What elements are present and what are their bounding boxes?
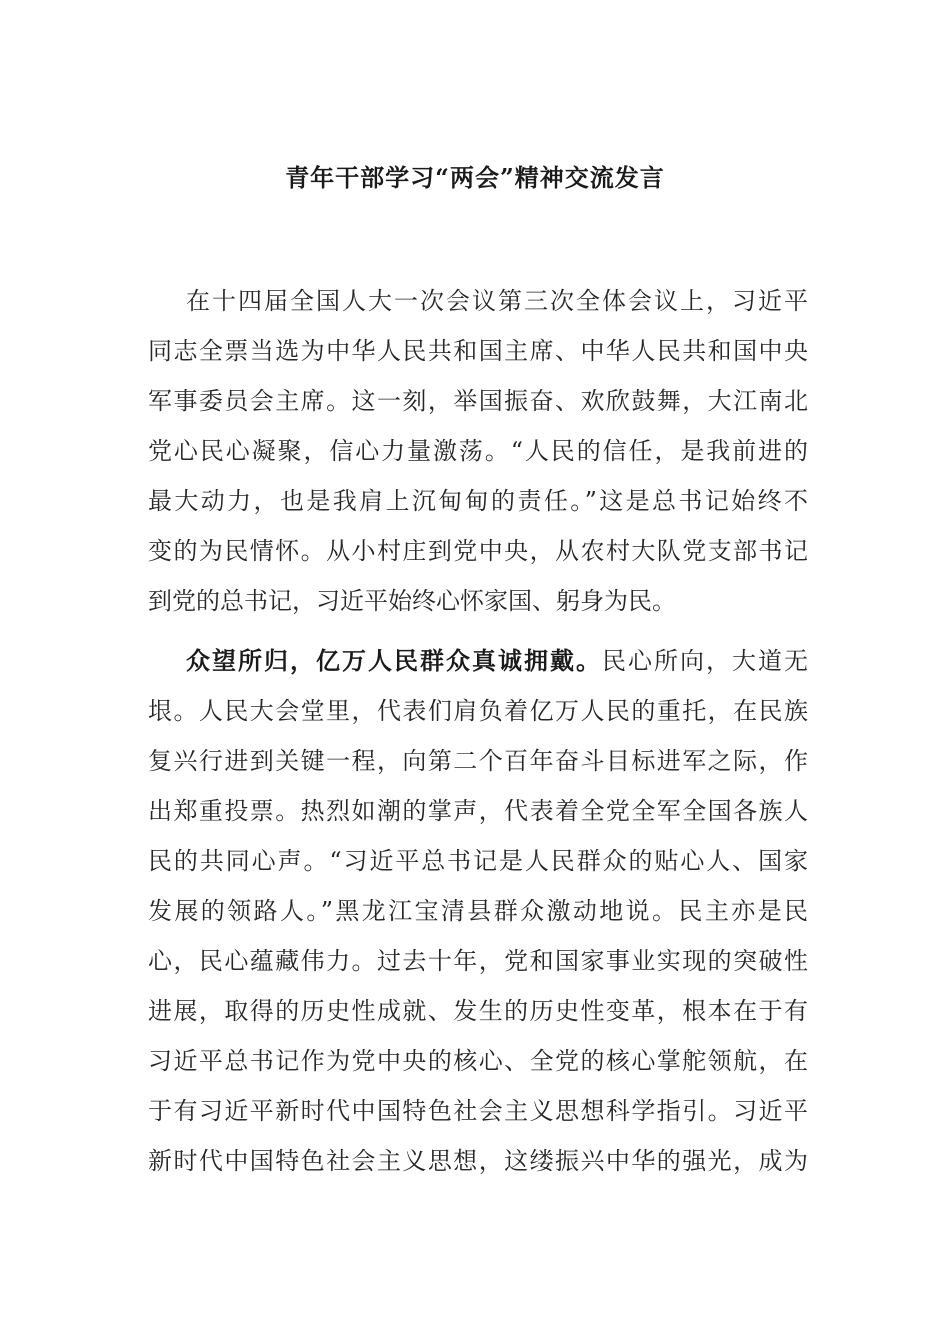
text-line: 于有习近平新时代中国特色社会主义思想科学指引。习近平 [148, 1097, 808, 1125]
text-line: 出郑重投票。热烈如潮的掌声，代表着全党全军全国各族人 [148, 797, 808, 825]
text-line: 到党的总书记，习近平始终心怀家国、躬身为民。 [148, 587, 676, 615]
document-body [148, 276, 808, 1186]
text-line: 民的共同心声。“习近平总书记是人民群众的贴心人、国家 [148, 847, 808, 875]
text-line: 复兴行进到关键一程，向第二个百年奋斗目标进军之际，作 [148, 747, 808, 775]
text-line: 垠。人民大会堂里，代表们肩负着亿万人民的重托，在民族 [148, 697, 808, 725]
text-line: 发展的领路人。”黑龙江宝清县群众激动地说。民主亦是民 [148, 897, 808, 925]
text-line [148, 636, 808, 686]
text-line: 习近平总书记作为党中央的核心、全党的核心掌舵领航，在 [148, 1047, 808, 1075]
text-line: 变的为民情怀。从小村庄到党中央，从农村大队党支部书记 [148, 537, 808, 565]
text-line: 军事委员会主席。这一刻，举国振奋、欢欣鼓舞，大江南北 [148, 387, 808, 415]
text-line: 新时代中国特色社会主义思想，这缕振兴中华的强光，成为 [148, 1147, 808, 1175]
paragraph-1 [148, 276, 808, 626]
text-line: 党心民心凝聚，信心力量激荡。“人民的信任，是我前进的 [148, 437, 808, 465]
paragraph-lead-heading: 众望所归，亿万人民群众真诚拥戴。 [186, 646, 602, 675]
text-line: 最大动力，也是我肩上沉甸甸的责任。”这是总书记始终不 [148, 487, 808, 515]
paragraph-lead-rest: 民心所向，大道无 [602, 647, 808, 675]
text-line: 心，民心蕴藏伟力。过去十年，党和国家事业实现的突破性 [148, 947, 808, 975]
text-line: 进展，取得的历史性成就、发生的历史性变革，根本在于有 [148, 997, 808, 1025]
document-title: 青年干部学习“两会”精神交流发言 [285, 163, 665, 192]
paragraph-2 [148, 636, 808, 1186]
text-line: 在十四届全国人大一次会议第三次全体会议上，习近平 [186, 287, 808, 315]
text-line: 同志全票当选为中华人民共和国主席、中华人民共和国中央 [148, 337, 808, 365]
